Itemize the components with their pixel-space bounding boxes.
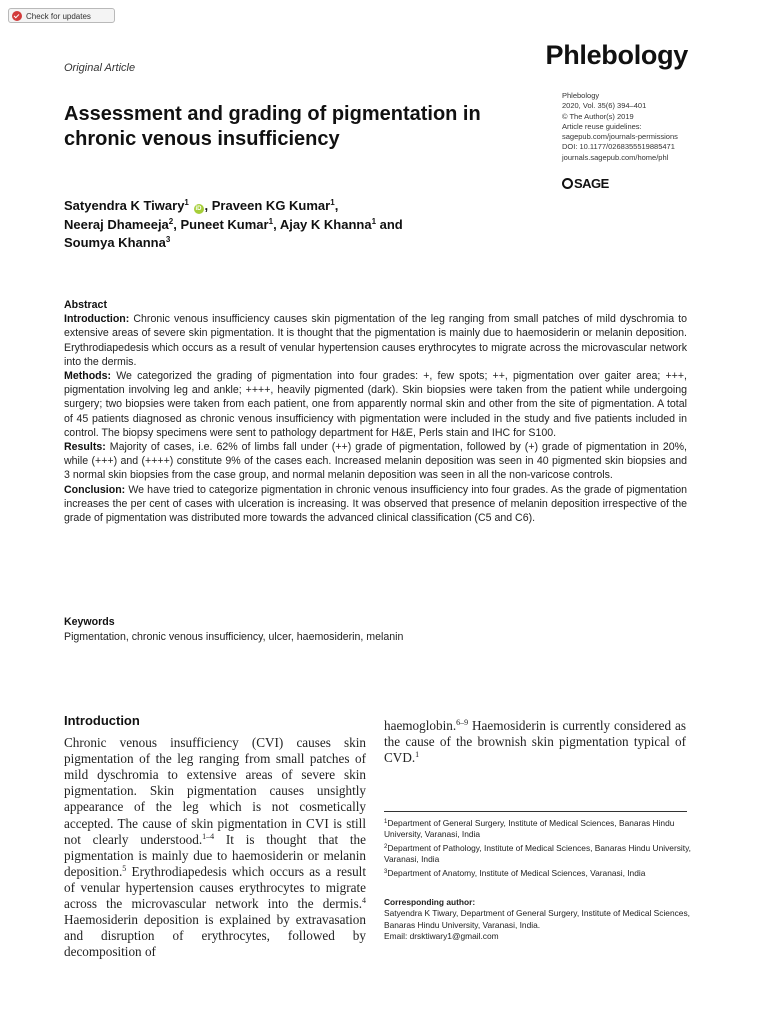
affiliation-text: Department of General Surgery, Institute of Medical Sciences, Banaras Hindu University, Varanasi, India xyxy=(384,818,675,839)
article-title: Assessment and grading of pigmentation in chronic venous insufficiency xyxy=(64,103,481,150)
check-icon xyxy=(12,11,22,21)
abstract-conclusion-label: Conclusion: xyxy=(64,483,126,496)
abstract-methods-label: Methods: xyxy=(64,370,112,383)
introduction-left-column xyxy=(64,713,366,960)
author-affil-sup: 1 xyxy=(268,216,274,226)
corresponding-author-address: Satyendra K Tiwary, Department of General Surgery, Institute of Medical Sciences, Banaras Hindu University, Varanasi, India. xyxy=(384,908,690,930)
affiliations xyxy=(384,818,694,882)
article-type: Original Article xyxy=(64,62,136,74)
introduction-heading: Introduction xyxy=(64,713,140,728)
meta-journal: Phlebology xyxy=(562,91,600,100)
introduction-paragraph-continued xyxy=(384,718,686,766)
introduction-paragraph xyxy=(64,735,366,960)
publisher-name: SAGE xyxy=(574,176,609,191)
citation-link[interactable]: 4 xyxy=(362,896,366,906)
keywords-text: Pigmentation, chronic venous insufficiency, ulcer, haemosiderin, melanin xyxy=(64,631,404,643)
keywords-section xyxy=(64,615,687,645)
abstract-section xyxy=(64,298,687,525)
keywords-heading: Keywords xyxy=(64,616,115,628)
meta-volume: 2020, Vol. 35(6) 394–401 xyxy=(562,101,647,111)
intro-text: Erythrodiapedesis which occurs as a result of venular hypertension causes erythrocytes to migrate across the microvascular network into the dermis. xyxy=(64,863,366,912)
author-name: Puneet Kumar xyxy=(180,216,269,232)
orcid-icon[interactable]: iD xyxy=(195,206,202,212)
abstract-results-label: Results: xyxy=(64,441,106,454)
introduction-right-column xyxy=(384,718,686,766)
author-name: Praveen KG Kumar xyxy=(211,198,331,213)
author-name: Neeraj Dhameeja xyxy=(64,216,169,232)
affiliation-item xyxy=(384,868,694,879)
affiliation-sup: 1 xyxy=(384,819,388,825)
intro-text: Chronic venous insufficiency (CVI) causes skin pigmentation of the leg ranging from small patches of mild dyschromia to extensive areas of severe skin pigmentation. Skin pigmentation causes unsightly appearance of the leg which is not cosmetically accepted. The cause of skin pigmentation in CVI is still not clearly understood. xyxy=(64,735,366,847)
sage-logo-icon xyxy=(562,178,573,189)
abstract-heading: Abstract xyxy=(64,299,107,311)
publisher-logo xyxy=(562,176,609,191)
publication-meta xyxy=(562,91,742,163)
citation-link[interactable]: 1 xyxy=(415,750,420,760)
author-name: Soumya Khanna xyxy=(64,235,166,250)
author-name: Satyendra K Tiwary xyxy=(64,198,185,213)
intro-text: Haemosiderin deposition is explained by extravasation and disruption of erythrocytes, followed by decomposition of xyxy=(64,912,366,960)
author-affil-sup: 1 xyxy=(184,198,189,207)
author-affil-sup: 2 xyxy=(168,216,174,226)
affiliation-sup: 3 xyxy=(384,869,388,875)
author-affil-sup: 3 xyxy=(165,235,171,244)
affiliation-text: Department of Pathology, Institute of Medical Sciences, Banaras Hindu University, Varanasi, India xyxy=(384,843,692,864)
abstract-methods-text: We categorized the grading of pigmentation into four grades: +, few spots; ++, pigmentation over gaiter area; +++, pigmentation involving leg and ankle; ++++, heavily pigmented (dark). Skin biopsies were taken from the patient while undergoing surgery; two biopsies were taken from each patient, one from apparently normal skin and other from the site of pigmentation. A total of 45 patients diagnosed as chronic venous insufficiency with pigmentation were included in the study and five patients included in control. The biopsy specimens were sent to pathology department for H&E, Perls stain and IHC for S100. xyxy=(64,370,687,439)
journal-name: Phlebology xyxy=(545,40,688,70)
meta-journal-link[interactable]: journals.sagepub.com/home/phl xyxy=(562,152,669,162)
author-conjunction: and xyxy=(379,216,403,232)
author-affil-sup: 1 xyxy=(330,198,335,207)
abstract-conclusion-text: We have tried to categorize pigmentation in chronic venous insufficiency into four grades. As the grade of pigmentation increases the per cent of cases with ulceration is increasing. It was observed that presence of melanin deposition irrespective of the grade of pigmentation was distributed more towards the advanced clinical classification (C5 and C6). xyxy=(64,483,687,525)
abstract-intro-text: Chronic venous insufficiency causes skin pigmentation of the leg ranging from small patches of mild dyschromia to extensive areas of severe skin pigmentation. It is thought that the pigmentation is mainly due to haemosiderin or melanin deposition. Erythrodiapedesis which occurs as a result of venular hypertension causes erythrocytes to migrate across the microvascular network into the dermis. xyxy=(64,313,687,368)
citation-link[interactable]: 5 xyxy=(122,863,127,873)
corresponding-author-email[interactable]: Email: drsktiwary1@gmail.com xyxy=(384,930,499,941)
affiliation-item xyxy=(384,818,694,840)
author-name: Ajay K Khanna xyxy=(279,216,372,232)
intro-text: It is thought that the pigmentation is mainly due to haemosiderin or melanin deposition. xyxy=(64,831,366,879)
intro-text: Haemosiderin is currently considered as the cause of the brownish skin pigmentation typical of CVD. xyxy=(384,718,686,766)
corresponding-author-heading: Corresponding author: xyxy=(384,897,476,907)
abstract-methods xyxy=(64,369,687,440)
meta-permissions-link[interactable]: sagepub.com/journals-permissions xyxy=(562,132,678,142)
footnote-divider xyxy=(384,811,687,812)
citation-link[interactable]: 6–9 xyxy=(456,718,469,727)
abstract-conclusion xyxy=(64,483,687,526)
affiliation-text: Department of Anatomy, Institute of Medical Sciences, Varanasi, India xyxy=(387,868,646,878)
author-list: Satyendra K Tiwary$^1$ iD , Praveen KG Kumar$^1$, Neeraj Dhameeja$^2$, Puneet Kumar$^1$, Ajay K Khanna$^1$ and Soumya Khanna$^3$ xyxy=(64,198,403,250)
affiliation-item xyxy=(384,843,694,865)
corresponding-author xyxy=(384,897,694,942)
intro-text: haemoglobin. xyxy=(384,718,457,733)
author-affil-sup: 1 xyxy=(371,216,377,226)
meta-reuse-label: Article reuse guidelines: xyxy=(562,121,642,131)
abstract-introduction xyxy=(64,312,687,369)
check-for-updates-badge[interactable] xyxy=(8,8,115,23)
check-for-updates-label: Check for updates xyxy=(26,12,91,21)
abstract-results-text: Majority of cases, i.e. 62% of limbs fall under (++) grade of pigmentation, followed by (+) grade of pigmentation in 20%, while (+++) and (++++) constitute 9% of the cases each. Increased melanin deposition was seen in 40 pigmented skin biopsies and 3 normal skin biopsies from the case group, and normal melanin deposition was seen in all the non-varicose controls. xyxy=(64,441,687,482)
affiliation-sup: 2 xyxy=(384,844,388,850)
meta-doi[interactable]: DOI: 10.1177/0268355519885471 xyxy=(562,142,675,152)
abstract-intro-label: Introduction: xyxy=(64,313,130,326)
meta-copyright: © The Author(s) 2019 xyxy=(562,111,634,121)
citation-link[interactable]: 1–4 xyxy=(202,831,215,841)
abstract-results xyxy=(64,440,687,483)
